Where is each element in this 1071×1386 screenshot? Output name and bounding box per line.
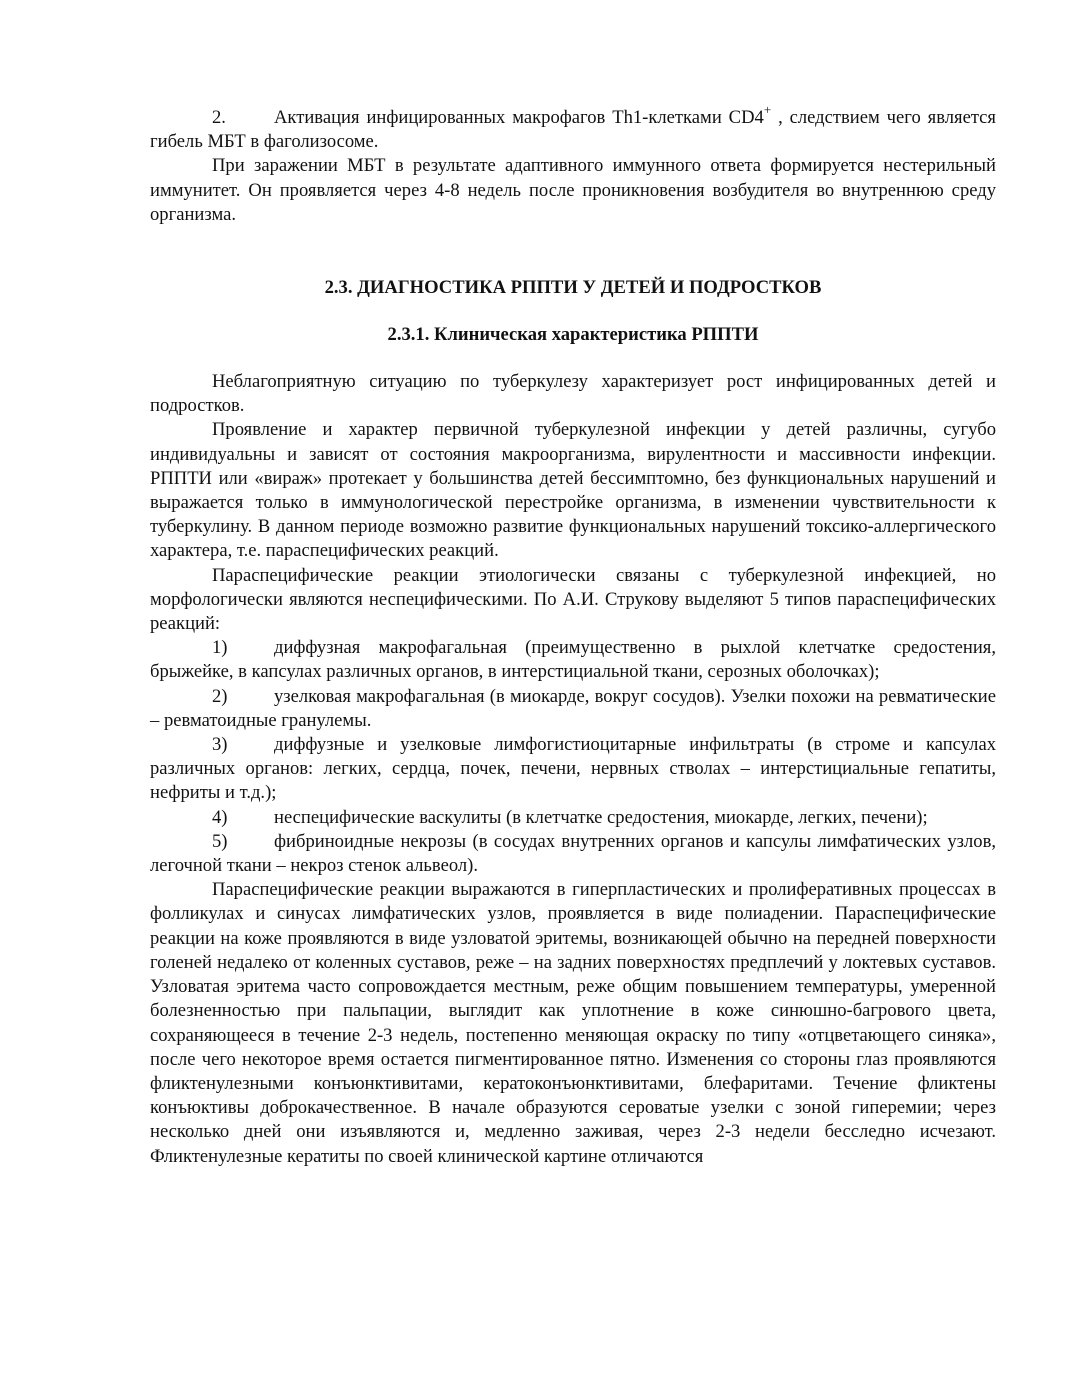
paragraph-paraspecific: Параспецифические реакции этиологически связаны с туберкулезной инфекцией, но морфологически являются неспецифическими. По А.И. Струкову выделяют 5 типов параспецифических реакций: [150,564,996,635]
list-item [150,733,996,806]
list-item-text: диффузные и узелковые лимфогистиоцитарные инфильтраты (в строме и капсулах различных органов: легких, сердца, почек, печени, нервных стволах – интерстициальные гепатиты, нефриты и т.д.); [150,734,996,804]
list-item-text: фибриноидные некрозы (в сосудах внутренних органов и капсулы лимфатических узлов, легочной ткани – некроз стенок альвеол). [150,830,996,877]
list-number: 5) [212,830,228,852]
list-item [150,830,996,878]
section-heading: 2.3. ДИАГНОСТИКА РППТИ У ДЕТЕЙ И ПОДРОСТКОВ [324,277,822,299]
list-item-text: неспецифические васкулиты (в клетчатке средостения, миокарде, легких, печени); [274,806,928,828]
list-item-text: узелковая макрофагальная (в миокарде, вокруг сосудов). Узелки похожи на ревматические – ревматоидные гранулемы. [150,685,996,731]
paragraph-reactions: Параспецифические реакции выражаются в гиперпластических и пролиферативных процессах в фолликулах и синусах лимфатических узлов, проявляется в виде полиадении. Параспецифические реакции на коже проявляются в виде узловатой эритемы, возникающей обычно на передней поверхности голеней недалеко от коленных суставов, реже – на задних поверхностях предплечий у локтевых суставов. Узловатая эритема часто сопровождается местным, реже общим повышением температуры, умеренной болезненностью при пальпации, выглядит как уплотнение в коже синюшно-багрового цвета, сохраняющееся в течение 2-3 недель, постепенно меняющая окраску по типу «отцветающего синяка», после чего некоторое время остается пигментированное пятно. Изменения со стороны глаз проявляются фликтенулезными конъюнктивитами, кератоконъюнктивитами, блефаритами. Течение фликтены конъюктивы доброкачественное. В начале образуются сероватые узелки с зоной гиперемии; через несколько дней они изъявляются и, медленно заживая, через 2-3 недели бесследно исчезают. Фликтенулезные кератиты по своей клинической картине отличаются [150,879,996,1167]
paragraph-situation: Неблагоприятную ситуацию по туберкулезу характеризует рост инфицированных детей и подростков. [150,371,996,417]
list-item [150,806,996,830]
list-item [150,636,996,684]
document-page [150,102,996,1169]
list-number: 2) [212,685,228,707]
list-number: 1) [212,637,228,659]
subsection-heading: 2.3.1. Клиническая характеристика РППТИ [387,324,759,346]
superscript-plus: + [763,102,772,117]
paragraph-text: , следствием чего является гибель МБТ в фаголизосоме. [150,107,996,153]
list-number: 2. [212,107,226,128]
paragraph-activation [150,102,996,154]
paragraph-text: Активация инфицированных макрофагов Th1-клетками CD4 [274,107,764,128]
list-number: 3) [212,734,228,756]
paragraph-manifestation: Проявление и характер первичной туберкулезной инфекции у детей различны, сугубо индивидуальны и зависят от состояния макроорганизма, вирулентности и массивности инфекции. РППТИ или «вираж» протекает у большинства детей бессимптомно, без функциональных нарушений и выражается только в иммунологической перестройке организма, в изменении чувствительности к туберкулину. В данном периоде возможно развитие функциональных нарушений токсико-аллергического характера, т.е. параспецифических реакций. [150,419,996,562]
list-number: 4) [212,806,228,828]
list-item-text: диффузная макрофагальная (преимущественно в рыхлой клетчатке средостения, брыжейке, в капсулах различных органов, в интерстициальной ткани, серозных оболочках); [150,637,996,683]
list-item [150,685,996,733]
paragraph-immunity: При заражении МБТ в результате адаптивного иммунного ответа формируется нестерильный иммунитет. Он проявляется через 4-8 недель после проникновения возбудителя во внутреннюю среду организма. [150,155,996,225]
